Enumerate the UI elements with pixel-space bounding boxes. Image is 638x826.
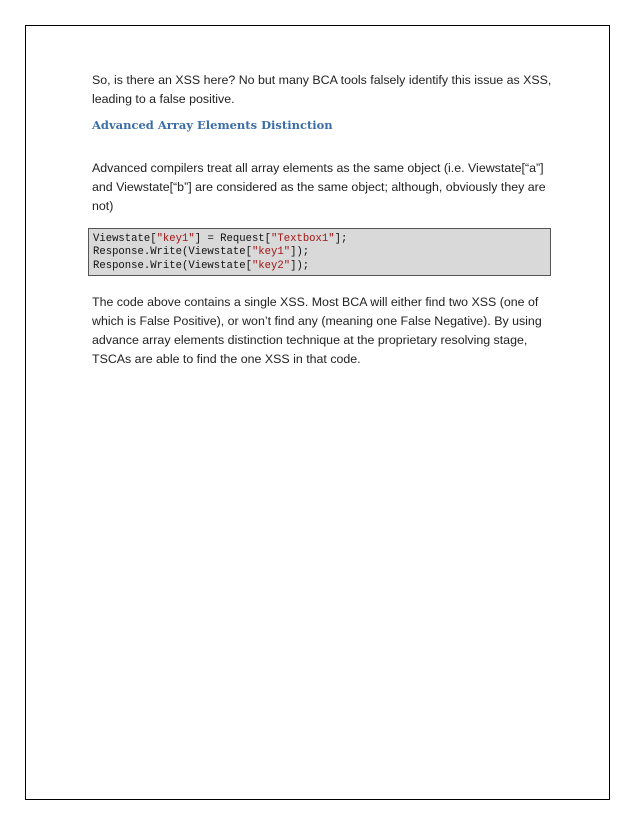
code-line-3 [93, 260, 550, 273]
code-token: Viewstate[ [93, 233, 157, 245]
code-token: ]); [290, 259, 310, 272]
section-heading: Advanced Array Elements Distinction [92, 118, 333, 132]
string-literal: "key2" [251, 259, 291, 272]
code-token: ] = Request[ [194, 233, 272, 245]
compilers-paragraph: Advanced compilers treat all array elements as the same object (i.e. Viewstate[“a”] and Viewstate[“b”] are considered as the same object; although, obviously they are not) [92, 161, 546, 213]
string-literal: "Textbox1" [271, 233, 335, 245]
string-literal: "key1" [156, 233, 195, 245]
code-token: Response.Write(Viewstate[ [93, 246, 252, 259]
code-token: Response.Write(Viewstate[ [93, 259, 252, 272]
code-token: ]; [334, 233, 348, 245]
intro-paragraph: So, is there an XSS here? No but many BCA tools falsely identify this issue as XSS, leading to a false positive. [92, 73, 552, 106]
code-line-1 [93, 233, 550, 246]
conclusion-paragraph: The code above contains a single XSS. Most BCA will either find two XSS (one of which is False Positive), or won’t find any (meaning one False Negative). By using advance array elements distinction technique at the proprietary resolving stage, TSCAs are able to find the one XSS in that code. [92, 294, 542, 366]
code-block [88, 228, 551, 276]
code-token: ]); [290, 246, 310, 259]
string-literal: "key1" [251, 246, 291, 259]
document-body [92, 71, 552, 369]
code-line-2 [93, 246, 550, 259]
